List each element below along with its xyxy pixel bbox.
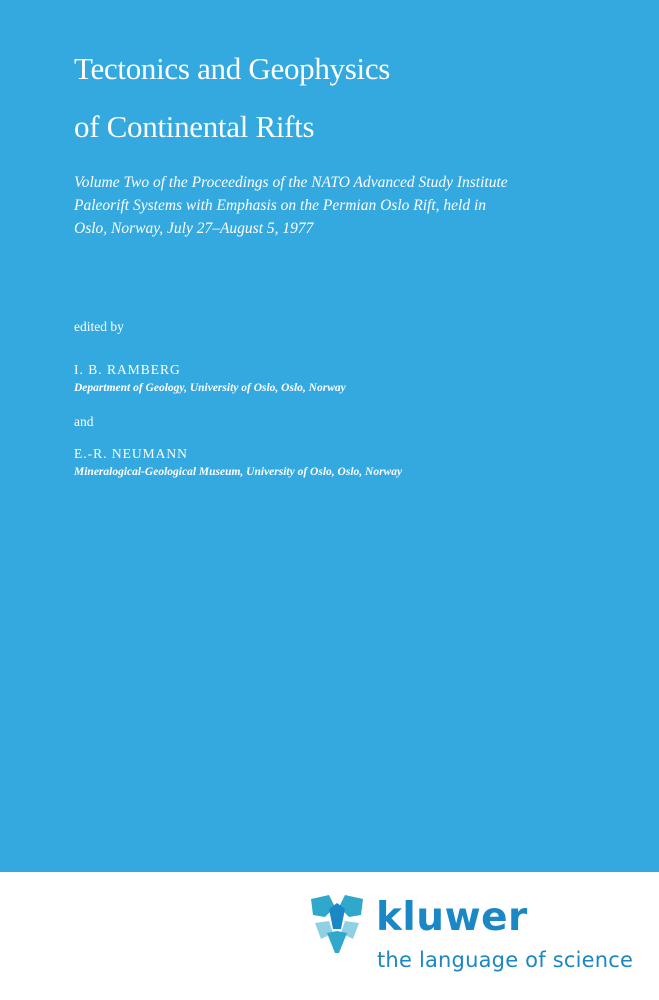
book-title	[74, 40, 390, 156]
editor-2-affiliation: Mineralogical-Geological Museum, University of Oslo, Oslo, Norway	[74, 466, 403, 478]
book-subtitle	[74, 171, 634, 240]
editor-1-affiliation: Department of Geology, University of Oslo, Oslo, Norway	[74, 382, 346, 394]
publisher-logo-wordmark: kluwer	[376, 895, 528, 940]
publisher-tagline: the language of science	[377, 948, 634, 972]
editors-conjunction: and	[74, 414, 94, 429]
title-line-1: Tectonics and Geophysics	[74, 51, 391, 86]
kluwer-bird-logo-icon	[309, 893, 365, 955]
subtitle-line-2: Paleorift Systems with Emphasis on the Permian Oslo Rift, held in	[74, 197, 487, 214]
title-line-2: of Continental Rifts	[74, 109, 315, 144]
edited-by-label: edited by	[74, 319, 124, 334]
editor-1-name: I. B. RAMBERG	[74, 362, 181, 377]
subtitle-line-1: Volume Two of the Proceedings of the NATO Advanced Study Institute	[74, 174, 508, 191]
editor-2-name: E.-R. NEUMANN	[74, 446, 188, 461]
subtitle-line-3: Oslo, Norway, July 27–August 5, 1977	[74, 220, 314, 237]
